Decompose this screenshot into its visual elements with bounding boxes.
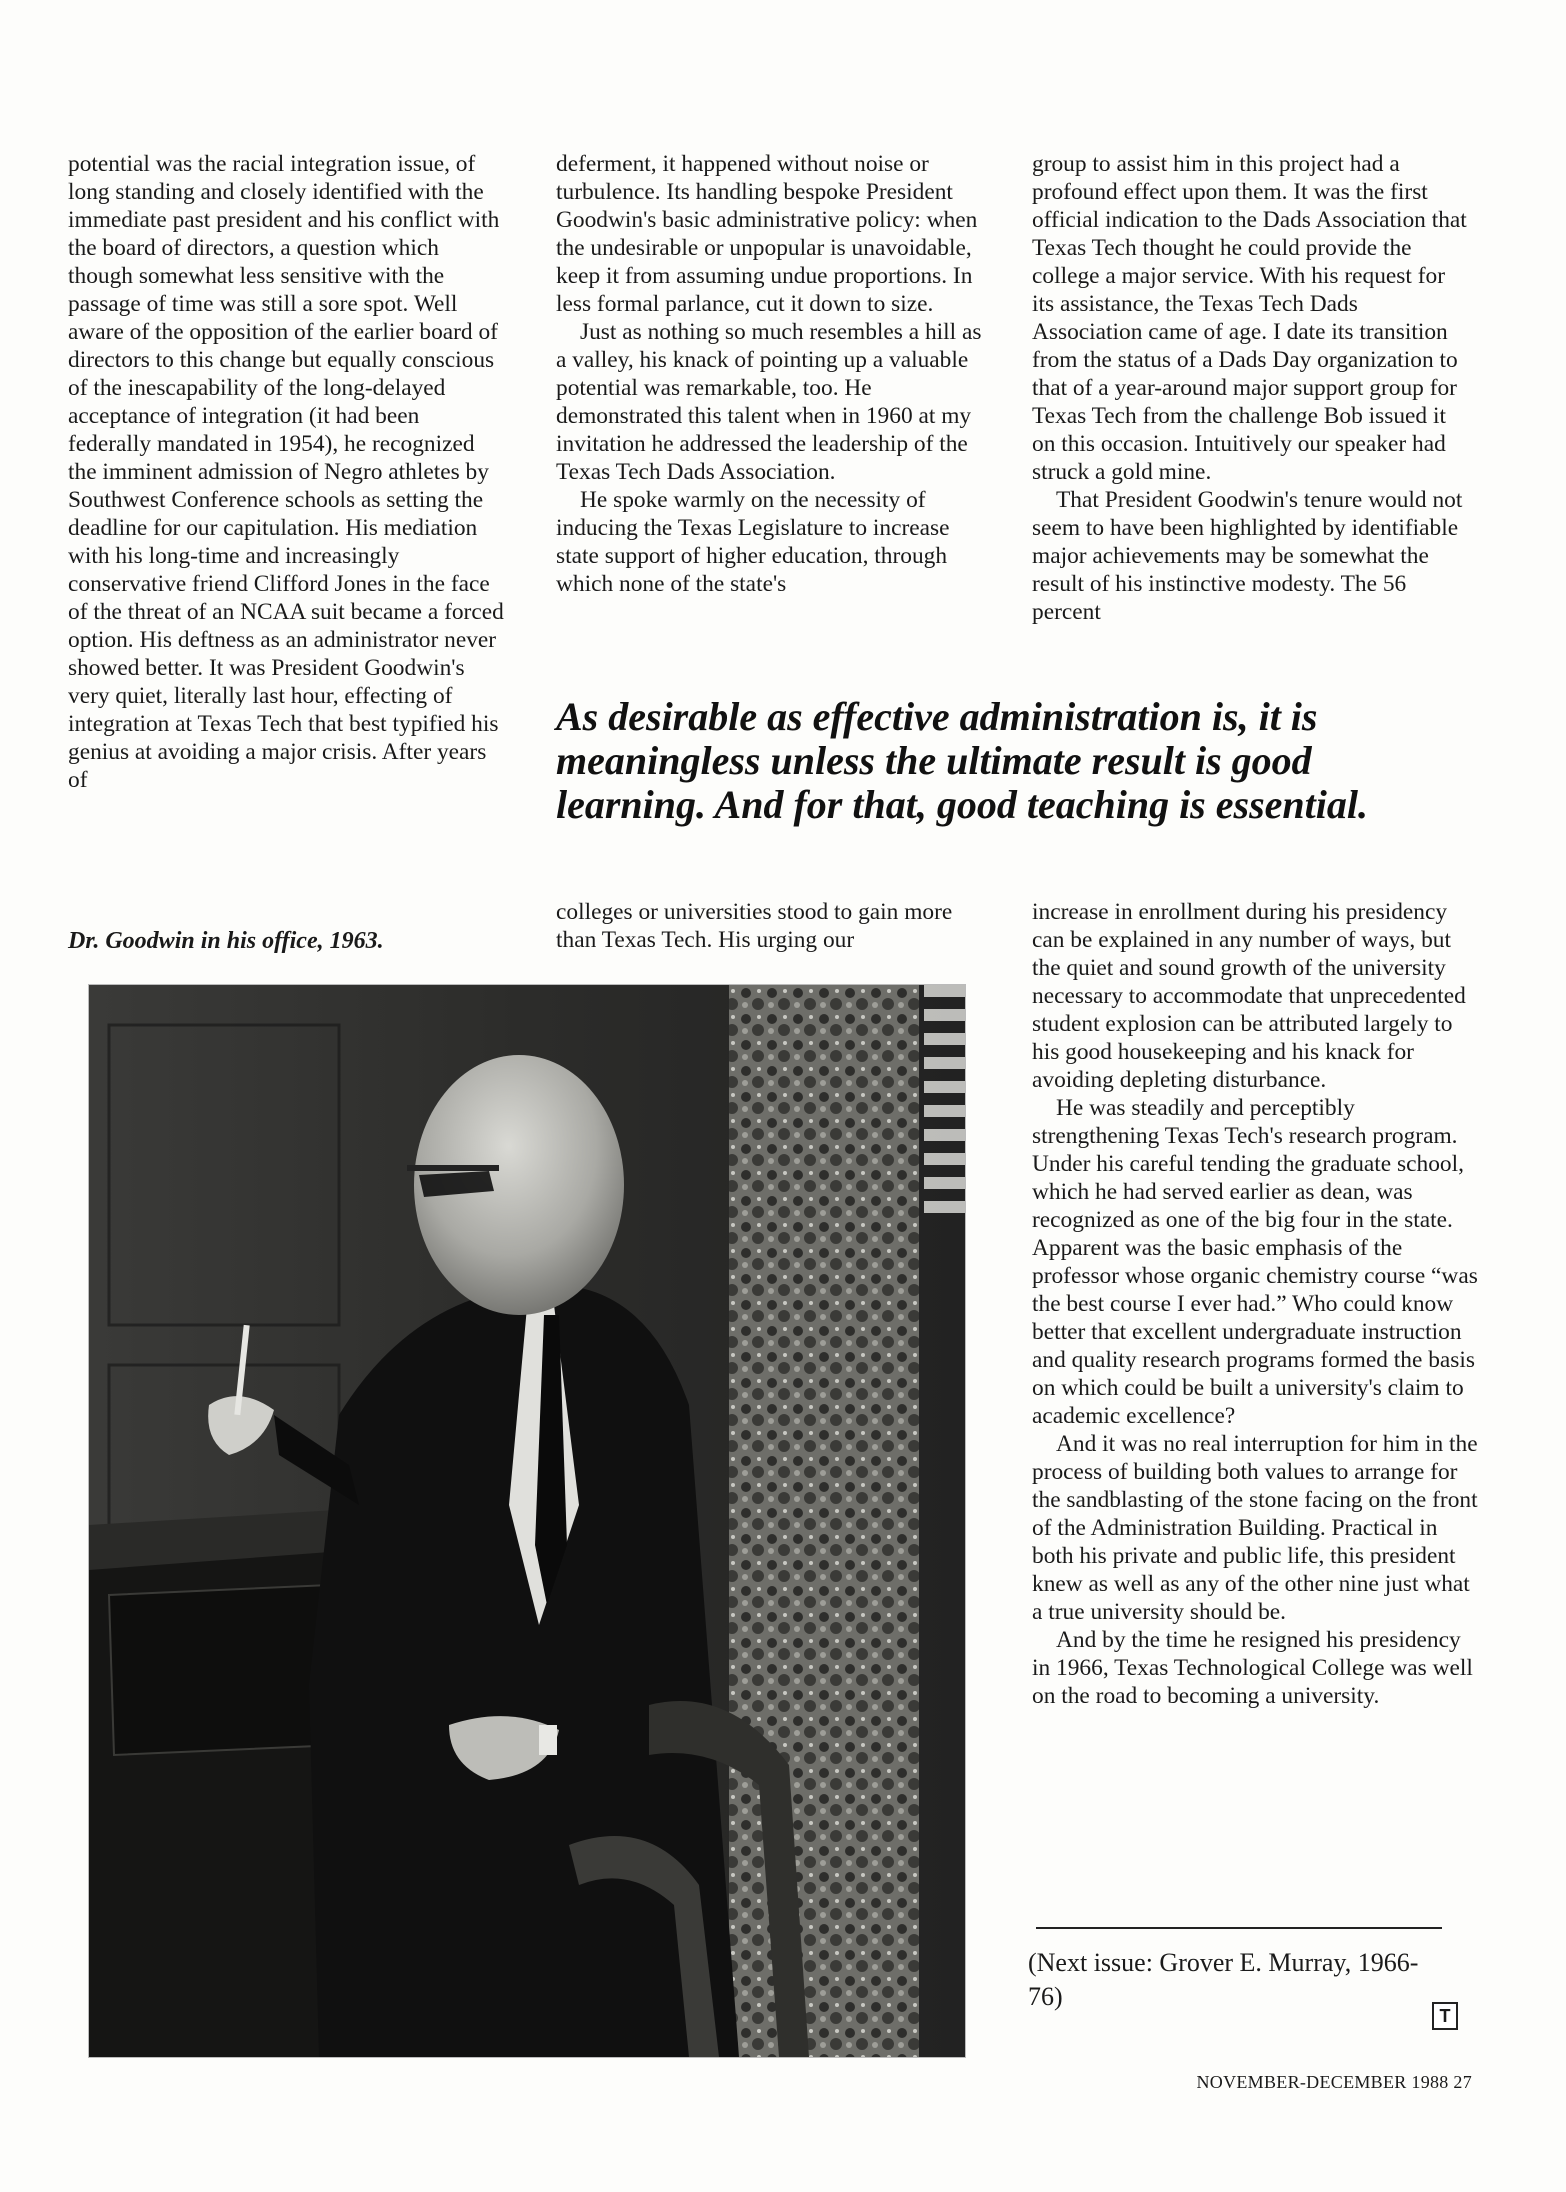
article-column-2: [556, 150, 996, 598]
paragraph: That President Goodwin's tenure would not seem to have been highlighted by identifiable major achievements may be somewhat the result of his instinctive modesty. The 56 percent: [1032, 487, 1463, 625]
pull-quote: As desirable as effective administration is, it is meaningless unless the ultimate result is good learning. And for that, good teaching is essential.: [556, 694, 1368, 827]
next-issue-note: (Next issue: Grover E. Murray, 1966-76): [1028, 1948, 1419, 2011]
paragraph: group to assist him in this project had a profound effect upon them. It was the first official indication to the Dads Association that Texas Tech thought he could provide the college a major service. With his request for its assistance, the Texas Tech Dads Association came of age. I date its transition from the status of a Dads Day organization to that of a year-around major support group for Texas Tech from the challenge Bob issued it on this occasion. Intuitively our speaker had struck a gold mine.: [1032, 151, 1467, 485]
paragraph: And by the time he resigned his presidency in 1966, Texas Technological College was well on the road to becoming a university.: [1032, 1627, 1473, 1709]
paragraph: increase in enrollment during his presidency can be explained in any number of ways, but the quiet and sound growth of the university necessary to accommodate that unprecedented student explosion can be attributed largely to his good housekeeping and his knack for avoiding depleting disturbance.: [1032, 899, 1466, 1093]
paragraph: He spoke warmly on the necessity of inducing the Texas Legislature to increase state support of higher education, through which none of the state's: [556, 487, 950, 597]
photo-dr-goodwin: [88, 984, 966, 2058]
paragraph: He was steadily and perceptibly strengthening Texas Tech's research program. Under his careful tending the graduate school, which he had served earlier as dean, was recognized as one of the big four in the state. Apparent was the basic emphasis of the professor whose organic chemistry course “was the best course I ever had.” Who could know better that excellent undergraduate instruction and quality research programs formed the basis on which could be built a university's claim to academic excellence?: [1032, 1095, 1478, 1429]
paragraph: And it was no real interruption for him in the process of building both values to arrange for the sandblasting of the stone facing on the front of the Administration Building. Practical in both his private and public life, this president knew as well as any of the other nine just what a true university should be.: [1032, 1431, 1478, 1625]
article-column-3-continued: [1032, 898, 1484, 1710]
article-column-2-continued: [556, 898, 996, 954]
photo-caption: Dr. Goodwin in his office, 1963.: [68, 928, 384, 954]
paragraph: deferment, it happened without noise or turbulence. Its handling bespoke President Goodwin's basic administrative policy: when the undesirable or unpopular is unavoidable, keep it from assuming undue proportions. In less formal parlance, cut it down to size.: [556, 151, 978, 317]
paragraph: potential was the racial integration issue, of long standing and closely identified with the immediate past president and his conflict with the board of directors, a question which though somewhat less sensitive with the passage of time was still a sore spot. Well aware of the opposition of the earlier board of directors to this change but equally conscious of the inescapability of the long-delayed acceptance of integration (it had been federally mandated in 1954), he recognized the imminent admission of Negro athletes by Southwest Conference schools as setting the deadline for our capitulation. His mediation with his long-time and increasingly conservative friend Clifford Jones in the face of the threat of an NCAA suit became a forced option. His deftness as an administrator never showed better. It was President Goodwin's very quiet, literally last hour, effecting of integration at Texas Tech that best typified his genius at avoiding a major crisis. After years of: [68, 151, 504, 793]
page-folio: NOVEMBER-DECEMBER 1988 27: [1196, 2072, 1472, 2092]
divider-rule: [1036, 1927, 1442, 1929]
photo-graphic: [89, 985, 965, 2057]
article-column-1: [68, 150, 508, 794]
paragraph: Just as nothing so much resembles a hill as a valley, his knack of pointing up a valuable potential was remarkable, too. He demonstrated this talent when in 1960 at my invitation he addressed the leadership of the Texas Tech Dads Association.: [556, 319, 982, 485]
texas-tech-logo-icon: T: [1432, 2002, 1458, 2030]
paragraph: colleges or universities stood to gain more than Texas Tech. His urging our: [556, 899, 953, 953]
article-column-3: [1032, 150, 1472, 626]
